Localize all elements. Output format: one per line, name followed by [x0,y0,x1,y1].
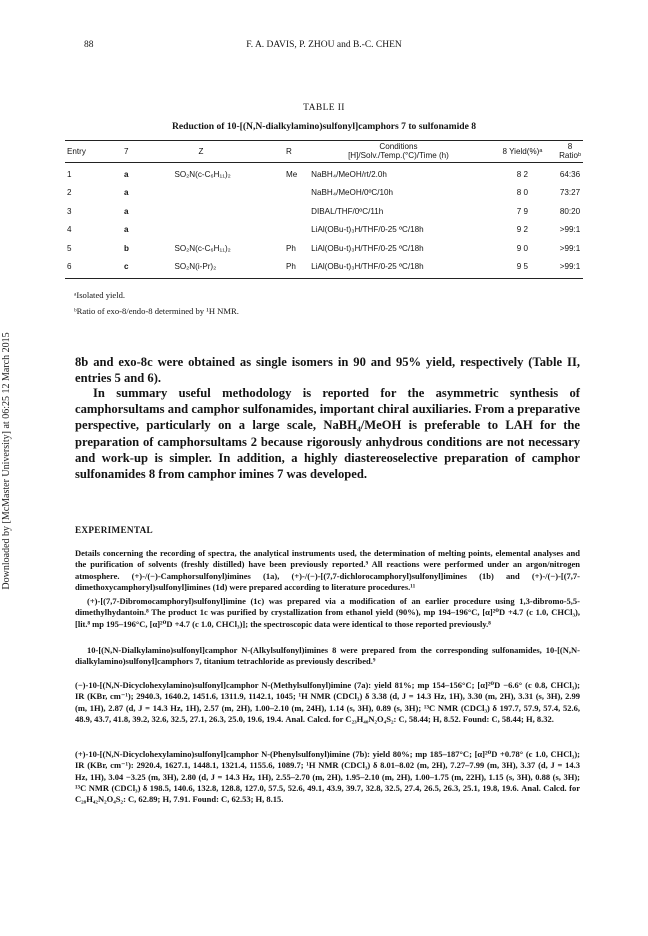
header-conditions-line1: Conditions [379,142,418,151]
download-watermark: Downloaded by [McMaster University] at 06:25 12 March 2015 [1,332,12,590]
body-paragraph-1: 8b and exo-8c were obtained as single isomers in 90 and 95% yield, respectively (Table II, entries 5 and 6). [75,355,580,386]
cell-ratio: >99:1 [559,262,581,272]
cell-r [284,221,309,240]
cell-entry: 2 [67,188,72,198]
cell-yield: 7 9 [516,206,529,216]
cell-conditions: DIBAL/THF/0ºC/11h [311,206,384,216]
cell-z [172,202,284,221]
cell-r: Ph [286,262,296,272]
cell-entry: 6 [67,262,72,272]
cell-ratio: >99:1 [559,243,581,253]
header-ratio: 8 Ratioᵇ [559,142,582,160]
cell-conditions: LiAl(OBu-t)₃H/THF/0-25 ºC/18h [311,225,424,235]
table-row [65,258,583,277]
cell-compound-7: a [124,206,129,216]
cell-z [172,184,284,203]
page-number: 88 [84,40,94,50]
cell-entry: 4 [67,225,72,235]
cell-yield: 9 2 [516,225,529,235]
cell-z: SO₂N(i-Pr)₂ [174,262,217,272]
experimental-paragraph-3: 10-[(N,N-Dialkylamino)sulfonyl]camphor N-(Alkylsulfonyl)imines 8 were prepared from the corresponding sulfonamides, 10-[(N,N-dialkylamino)sulfonyl]camphors 7, titanium tetrachloride as previously described.⁹ [75,645,580,667]
table-footnote-a: ᵃIsolated yield. [74,290,126,300]
cell-entry: 1 [67,169,72,179]
compound-7b-description: (+)-10-[(N,N-Dicyclohexylamino)sulfonyl]camphor N-(Phenylsulfonyl)imine (7b): yield 80%; mp 185–187°C; [α]²⁰D +0.78° (c 1.0, CHCl₃); IR (KBr, cm⁻¹): 2920.4, 1627.1, 1448.1, 1321.4, 1155.6, 1089.7; ¹H NMR (CDCl₃) δ 8.01–8.02 (m, 2H), 7.27–7.99 (m, 3H), 3.37 (d, J = 14.3 Hz, 1H), 3.04 −3.25 (m, 3H), 2.80 (d, J = 14.3 Hz, 1H), 2.55–2.70 (m, 2H), 1.95–2.10 (m, 2H), 1.00–1.75 (m, 22H), 1.15 (s, 3H), 0.88 (s, 3H); ¹³C NMR (CDCl₃) δ 198.5, 140.6, 132.8, 128.8, 127.0, 57.5, 52.6, 49.1, 43.9, 39.7, 32.8, 32.5, 27.4, 26.5, 26.3, 25.1, 19.8, 19.6. Anal. Calcd. for C₂₈H₄₂N₂O₄S₂: C, 62.89; H, 7.91. Found: C, 62.53; H, 8.15. [75,749,580,805]
body-paragraph-2: In summary useful methodology is reported for the asymmetric synthesis of camphorsultams and camphor sulfonamides, important chiral auxiliaries. From a preparative perspective, particularly on a large scale, NaBH₄/MeOH is preferable to LAH for the preparation of camphorsultams 2 because rigorously anhydrous conditions are not necessary and work-up is simpler. In addition, a highly diastereoselective preparation of camphor sulfonamides 8 from camphor imines 7 was developed. [75,386,580,482]
experimental-heading: EXPERIMENTAL [75,525,153,535]
cell-z: SO₂N(c-C₆H₁₁)₂ [174,243,231,253]
cell-yield: 9 5 [516,262,529,272]
table-row [65,184,583,203]
cell-compound-7: a [124,188,129,198]
experimental-paragraph-2: (+)-[(7,7-Dibromocamphoryl)sulfonyl]imine (1c) was prepared via a modification of an earlier procedure using 1,3-dibromo-5,5-dimethylhydantoin.⁸ The product 1c was purified by crystallization from ethanol yield (90%), mp 194–196°C, [α]²⁰D +4.7 (c 1.0, CHCl₃), [lit.⁸ mp 195–196°C, [α]²⁰D +4.7 (c 1.0, CHCl₃)]; the spectroscopic data were identical to those reported previously.⁸ [75,596,580,629]
cell-ratio: 73:27 [559,188,581,198]
header-r: R [286,146,292,156]
table-row [65,161,583,184]
cell-yield: 9 0 [516,243,529,253]
cell-compound-7: b [124,243,129,253]
header-z: Z [198,146,204,156]
table-footnote-b: ᵇRatio of exo-8/endo-8 determined by ¹H NMR. [74,306,239,316]
header-entry: Entry [67,146,86,156]
cell-conditions: NaBH₄/MeOH/rt/2.0h [311,169,387,179]
cell-compound-7: a [124,169,129,179]
cell-conditions: LiAl(OBu-t)₃H/THF/0-25 ºC/18h [311,262,424,272]
cell-ratio: 64:36 [559,169,581,179]
table-header-row [65,141,583,161]
cell-r [284,202,309,221]
experimental-paragraph-1: Details concerning the recording of spectra, the analytical instruments used, the determination of melting points, elemental analyses and the purification of solvents (freshly distilled) have been previously reported.⁹ All reactions were performed under an argon/nitrogen atmosphere. (+)-/(−)-Camphorsulfonyl)imines (1a), (+)-/(−)-[(7,7-dichlorocamphoryl)sulfonyl]imines (1b) and (+)-/(−)-[(7,7-dimethoxycamphoryl)sulfonyl]imines (1d) were prepared according to literature procedures.¹¹ [75,548,580,592]
table-row [65,221,583,240]
table-caption: Reduction of 10-[(N,N-dialkylamino)sulfonyl]camphors 7 to sulfonamide 8 [171,121,477,132]
cell-yield: 8 0 [516,188,529,198]
cell-r: Ph [286,243,296,253]
running-head: F. A. DAVIS, P. ZHOU and B.-C. CHEN [246,40,402,50]
cell-entry: 5 [67,243,72,253]
table-row [65,239,583,258]
header-conditions-line2: [H]/Solv./Temp.(°C)/Time (h) [348,151,449,160]
cell-conditions: NaBH₄/MeOH/0ºC/10h [311,188,394,198]
cell-ratio: >99:1 [559,225,581,235]
cell-compound-7: c [124,262,129,272]
header-yield: 8 Yield(%)ᵃ [502,146,543,156]
cell-ratio: 80:20 [559,206,581,216]
cell-entry: 3 [67,206,72,216]
table-bottom-rule [65,278,583,279]
header-compound-7: 7 [124,146,129,156]
cell-yield: 8 2 [516,169,529,179]
header-conditions [309,141,488,161]
table-row [65,202,583,221]
cell-conditions: LiAl(OBu-t)₃H/THF/0-25 ºC/18h [311,243,424,253]
cell-z: SO₂N(c-C₆H₁₁)₂ [174,169,231,179]
cell-compound-7: a [124,225,129,235]
cell-r: Me [286,169,298,179]
compound-7a-description: (−)-10-[(N,N-Dicyclohexylamino)sulfonyl]camphor N-(Methylsulfonyl)imine (7a): yield 81%; mp 154–156°C; [α]²⁰D −6.6° (c 0.8, CHCl₃); IR (KBr, cm⁻¹); 2940.3, 1640.2, 1451.6, 1311.9, 1142.1, 1045; ¹H NMR (CDCl₃) δ 3.38 (d, J = 14.3 Hz, 1H), 3.30 (m, 2H), 3.31 (s, 3H), 2.99 (m, 1H), 2.87 (d, J = 14.3 Hz, 1H), 2.57 (m, 2H), 1.00–2.10 (m, 24H), 1.14 (s, 3H), 0.89 (s, 3H); ¹³C NMR (CDCl₃) δ 197.7, 57.9, 57.4, 52.6, 48.9, 43.7, 41.8, 39.2, 32.6, 32.5, 27.1, 26.3, 25.0, 19.6, 19.4. Anal. Calcd. for C₂₃H₄₀N₂O₄S₂: C, 58.44; H, 8.52. Found: C, 58.44; H, 8.32. [75,680,580,724]
cell-r [284,184,309,203]
table-label: TABLE II [303,103,345,113]
cell-z [172,221,284,240]
results-table [65,141,583,276]
